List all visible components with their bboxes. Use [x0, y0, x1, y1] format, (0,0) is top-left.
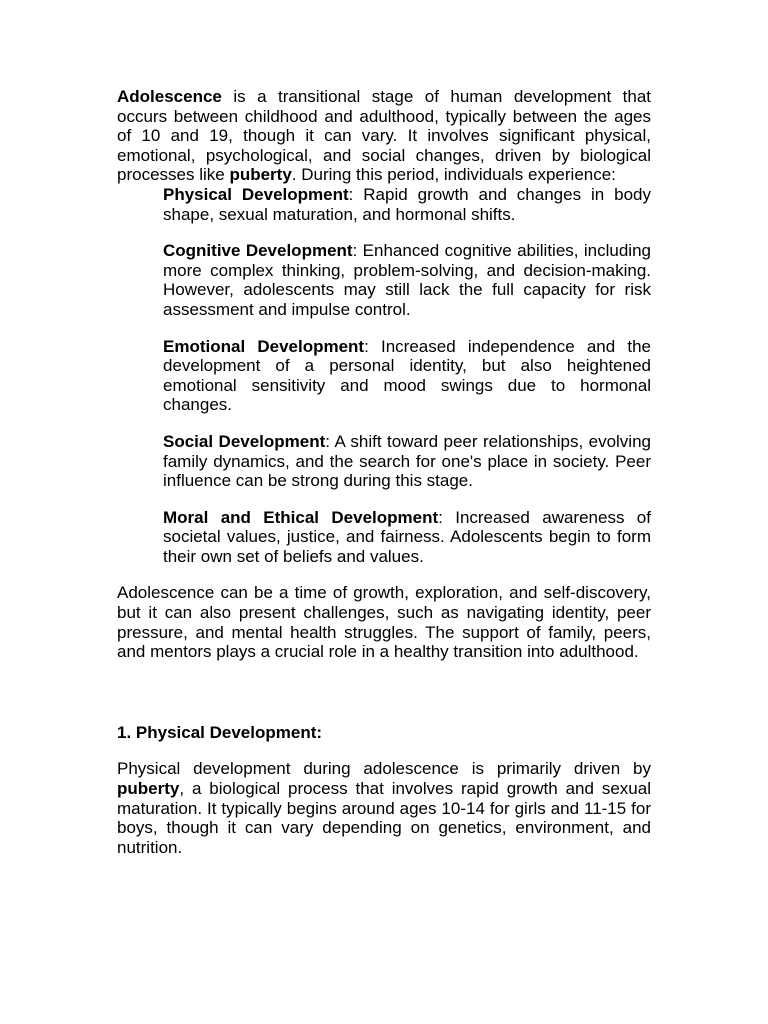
document-page — [117, 87, 651, 857]
list-item — [163, 337, 651, 415]
list-item-title: Social Development — [163, 431, 326, 451]
list-item — [163, 508, 651, 567]
list-item-text: : Rapid growth and changes in body shape, sexual maturation, and hormonal shifts. — [163, 184, 651, 224]
intro-text-2: . During this period, individuals experience: — [291, 165, 616, 185]
intro-paragraph — [117, 87, 651, 185]
list-item-text: : Increased independence and the development of a personal identity, but also heightened emotional sensitivity and mood swings due to hormonal changes. — [163, 336, 651, 415]
development-list — [163, 185, 651, 567]
section-text-1: Physical development during adolescence is primarily driven by — [117, 759, 651, 779]
closing-paragraph: Adolescence can be a time of growth, exploration, and self-discovery, but it can also present challenges, such as navigating identity, peer pressure, and mental health struggles. The support of family, peers, and mentors plays a crucial role in a healthy transition into adulthood. — [117, 583, 651, 662]
section-heading: 1. Physical Development: — [117, 722, 323, 742]
list-item-title: Moral and Ethical Development — [163, 507, 439, 527]
intro-text-1: is a transitional stage of human development that occurs between childhood and adulthood, typically between the ages of 10 and 19, though it can vary. It involves significant physical, emotional, psychological, and social changes, driven by biological processes like — [117, 87, 651, 185]
section-paragraph — [117, 759, 651, 857]
section-text-2: , a biological process that involves rapid growth and sexual maturation. It typically begins around ages 10-14 for girls and 11-15 for boys, though it can vary depending on genetics, environment, and nutrition. — [117, 779, 651, 857]
list-item — [163, 185, 651, 224]
list-item-text: : Increased awareness of societal values, justice, and fairness. Adolescents begin to form their own set of beliefs and values. — [163, 507, 651, 566]
list-item-text: : A shift toward peer relationships, evolving family dynamics, and the search for one's place in society. Peer influence can be strong during this stage. — [163, 431, 651, 491]
intro-term: Adolescence — [117, 87, 222, 106]
list-item — [163, 241, 651, 319]
list-item — [163, 432, 651, 491]
list-item-title: Cognitive Development — [163, 241, 353, 261]
list-item-title: Physical Development — [163, 184, 349, 204]
intro-term-puberty: puberty — [229, 165, 292, 185]
section-term-puberty: puberty — [117, 779, 180, 799]
list-item-title: Emotional Development — [163, 336, 365, 356]
list-item-text: : Enhanced cognitive abilities, including more complex thinking, problem-solving, and decision-making. However, adolescents may still lack the full capacity for risk assessment and impulse control. — [163, 241, 651, 319]
